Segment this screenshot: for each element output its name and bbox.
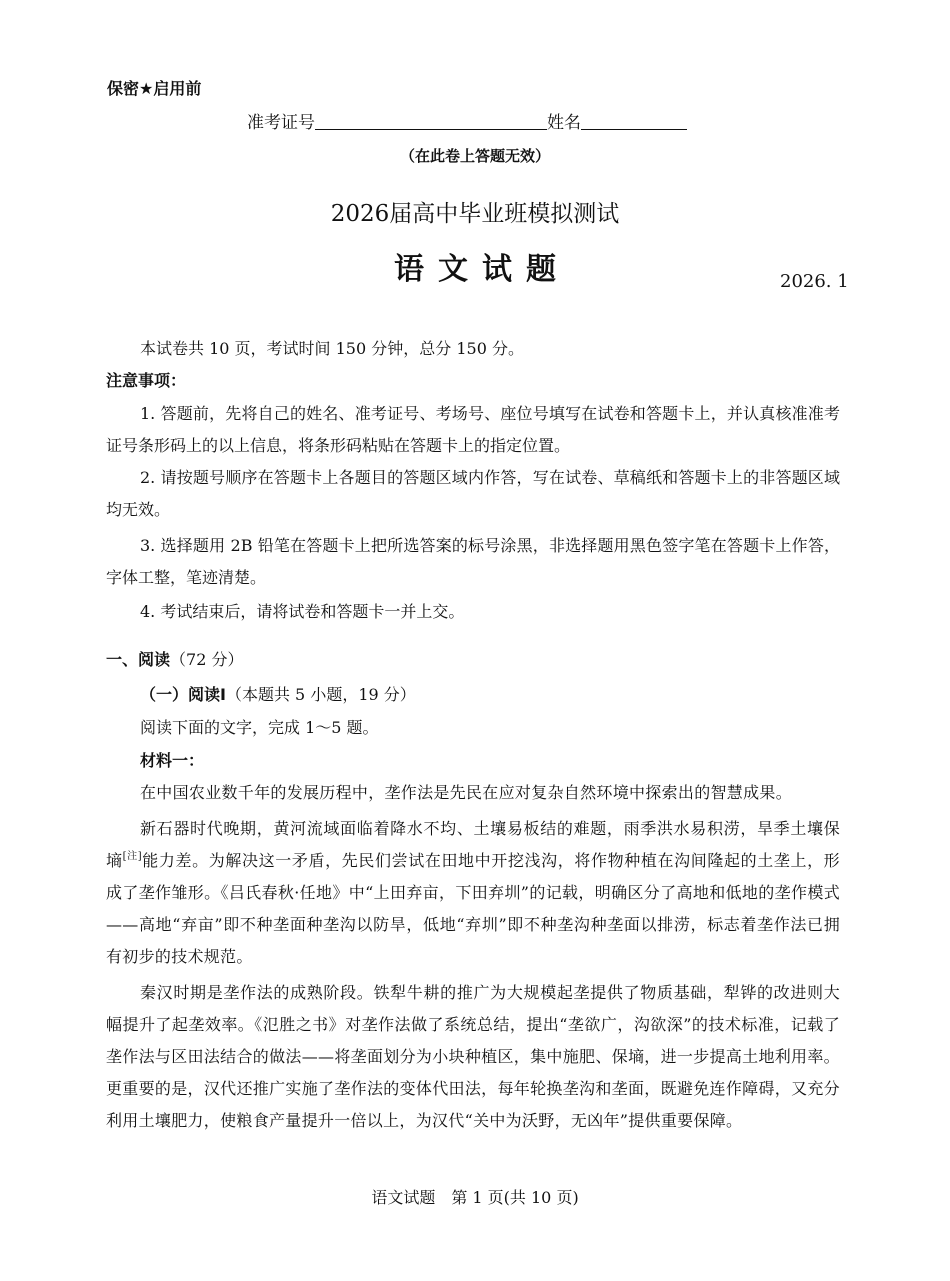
part-heading [140, 683, 416, 707]
notice-item-2: 2. 请按题号顺序在答题卡上各题目的答题区域内作答，写在试卷、草稿纸和答题卡上的非答题区域均无效。 [106, 468, 840, 519]
subject-title: 语文试题 [394, 252, 570, 287]
notice-item-3: 3. 选择题用 2B 铅笔在答题卡上把所选答案的标号涂黑，非选择题用黑色签字笔在答题卡上作答，字体工整，笔迹清楚。 [106, 536, 840, 587]
name-blank[interactable] [581, 111, 687, 130]
name-label: 姓名 [547, 113, 581, 133]
exam-title: 2026届高中毕业班模拟测试 [330, 201, 620, 227]
paragraph-2-text-a: 新石器时代晚期，黄河流域面临着降水不均、土壤易板结的难题，雨季洪水易积涝，旱季土壤保墒 [106, 819, 840, 870]
notice-heading: 注意事项： [106, 371, 187, 390]
material-label: 材料一： [140, 751, 205, 770]
notice-item-1: 1. 答题前，先将自己的姓名、准考证号、考场号、座位号填写在试卷和答题卡上，并认真核准准考证号条形码上的以上信息，将条形码粘贴在答题卡上的指定位置。 [106, 404, 840, 455]
candidate-number-label: 准考证号 [247, 113, 315, 133]
candidate-info-row [247, 111, 687, 135]
notice-item-4: 4. 考试结束后，请将试卷和答题卡一并上交。 [140, 602, 465, 621]
part-detail: （本题共 5 小题，19 分） [225, 685, 416, 704]
part-label: （一）阅读Ⅰ [140, 685, 226, 704]
passage-paragraph-1: 在中国农业数千年的发展历程中，垄作法是先民在应对复杂自然环境中探索出的智慧成果。 [140, 783, 793, 802]
section-title: 一、阅读 [106, 650, 171, 669]
candidate-number-blank[interactable] [315, 111, 547, 130]
section-score: （72 分） [170, 650, 244, 669]
invalid-answer-note: （在此卷上答题无效） [399, 147, 550, 165]
reading-instruction: 阅读下面的文字，完成 1～5 题。 [140, 718, 379, 737]
page-footer: 语文试题 第 1 页(共 10 页) [371, 1188, 579, 1207]
confidential-label: 保密★启用前 [107, 79, 202, 98]
exam-date: 2026. 1 [780, 271, 849, 292]
passage-paragraph-2 [106, 813, 840, 973]
section-heading [106, 648, 243, 672]
footnote-marker: [注] [122, 851, 142, 862]
exam-intro: 本试卷共 10 页，考试时间 150 分钟，总分 150 分。 [140, 339, 524, 358]
paragraph-2-text-b: 能力差。为解决这一矛盾，先民们尝试在田地中开挖浅沟，将作物种植在沟间隆起的土垄上，形成了垄作雏形。《吕氏春秋·任地》中“上田弃亩，下田弃圳”的记载，明确区分了高地和低地的垄作模式——高地“弃亩”即不种垄面种垄沟以防旱，低地“弃圳”即不种垄沟种垄面以排涝，标志着垄作法已拥有初步的技术规范。 [106, 851, 840, 966]
passage-paragraph-3: 秦汉时期是垄作法的成熟阶段。铁犁牛耕的推广为大规模起垄提供了物质基础，犁铧的改进则大幅提升了起垄效率。《氾胜之书》对垄作法做了系统总结，提出“垄欲广，沟欲深”的技术标准，记载了垄作法与区田法结合的做法——将垄面划分为小块种植区，集中施肥、保墒，进一步提高土地利用率。更重要的是，汉代还推广实施了垄作法的变体代田法，每年轮换垄沟和垄面，既避免连作障碍，又充分利用土壤肥力，使粮食产量提升一倍以上，为汉代“关中为沃野，无凶年”提供重要保障。 [106, 983, 840, 1130]
